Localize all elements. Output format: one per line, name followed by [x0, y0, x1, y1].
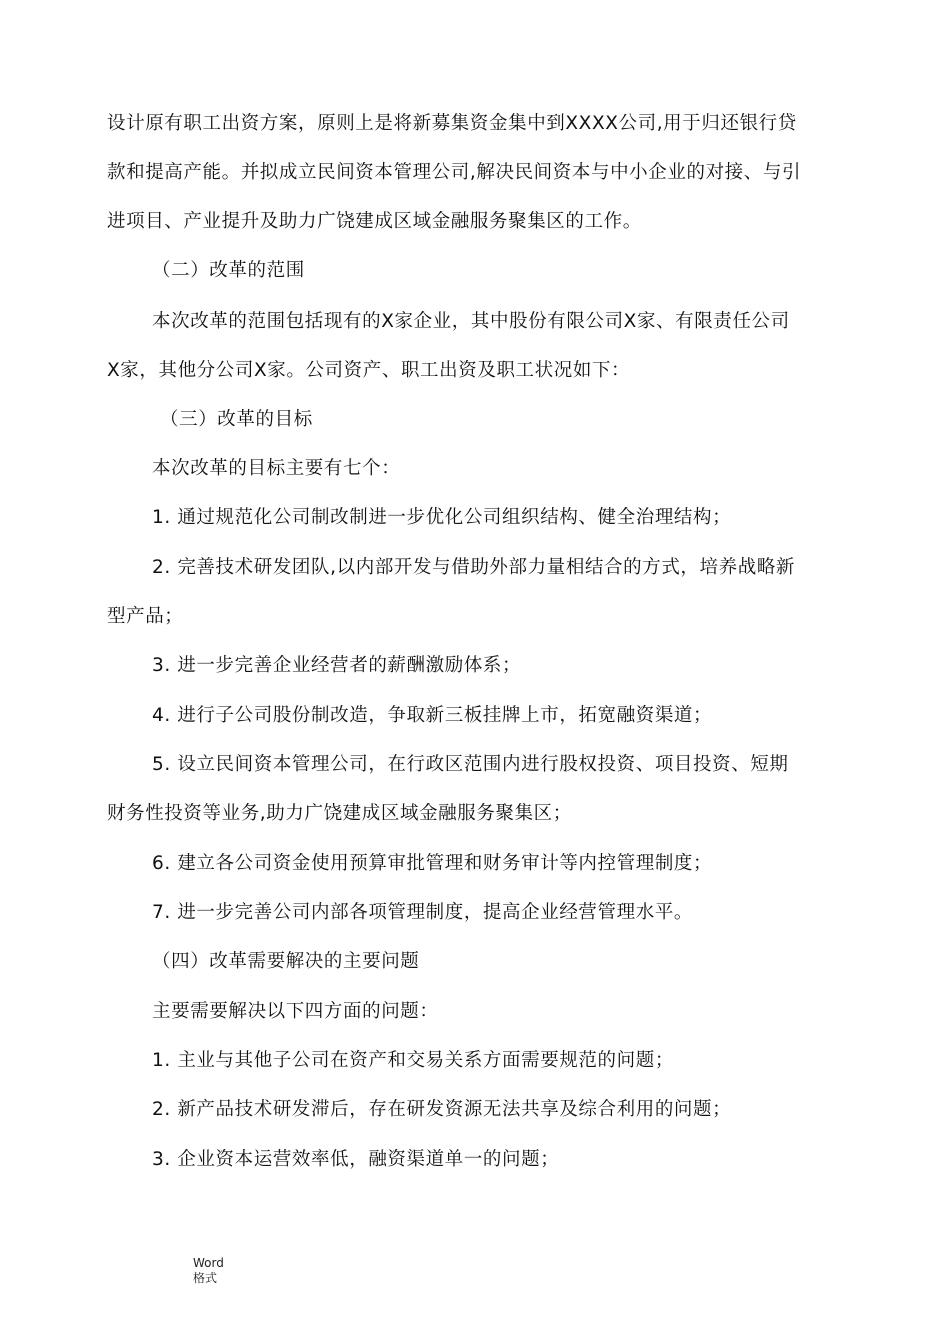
section-heading-goals: （三）改革的目标	[160, 409, 313, 430]
footer-word: Word	[193, 1256, 224, 1270]
paragraph-line: 进项目、产业提升及助力广饶建成区域金融服务聚集区的工作。	[107, 211, 642, 232]
paragraph-line: 款和提高产能。并拟成立民间资本管理公司,解决民间资本与中小企业的对接、与引	[107, 162, 802, 183]
paragraph-line: 设计原有职工出资方案，原则上是将新募集资金集中到XXXX公司,用于归还银行贷	[107, 113, 797, 134]
list-item: 7. 进一步完善公司内部各项管理制度，提高企业经营管理水平。	[152, 902, 694, 923]
list-item: 1. 通过规范化公司制改制进一步优化公司组织结构、健全治理结构；	[152, 507, 732, 528]
footer-label	[193, 1256, 224, 1286]
section-heading-scope: （二）改革的范围	[152, 260, 305, 281]
list-item: 4. 进行子公司股份制改造，争取新三板挂牌上市，拓宽融资渠道；	[152, 705, 713, 726]
list-item: 3. 企业资本运营效率低，融资渠道单一的问题；	[152, 1149, 560, 1170]
list-item: 1. 主业与其他子公司在资产和交易关系方面需要规范的问题；	[152, 1050, 674, 1071]
list-item: 6. 建立各公司资金使用预算审批管理和财务审计等内控管理制度；	[152, 853, 713, 874]
list-item: 3. 进一步完善企业经营者的薪酬激励体系；	[152, 655, 522, 676]
paragraph-line: 本次改革的范围包括现有的X家企业，其中股份有限公司X家、有限责任公司	[152, 311, 790, 332]
list-item: 5. 设立民间资本管理公司，在行政区范围内进行股权投资、项目投资、短期	[152, 754, 789, 775]
list-item-continuation: 型产品；	[107, 606, 184, 627]
section-heading-problems: （四）改革需要解决的主要问题	[152, 951, 420, 972]
footer-format: 格式	[193, 1271, 218, 1285]
list-item: 2. 完善技术研发团队,以内部开发与借助外部力量相结合的方式，培养战略新	[152, 557, 796, 578]
list-item: 2. 新产品技术研发滞后，存在研发资源无法共享及综合利用的问题；	[152, 1099, 732, 1120]
list-item-continuation: 财务性投资等业务,助力广饶建成区域金融服务聚集区；	[107, 803, 572, 824]
paragraph-line: 主要需要解决以下四方面的问题：	[152, 1001, 439, 1022]
paragraph-line: X家，其他分公司X家。公司资产、职工出资及职工状况如下：	[107, 360, 631, 381]
paragraph-line: 本次改革的目标主要有七个：	[152, 458, 401, 479]
